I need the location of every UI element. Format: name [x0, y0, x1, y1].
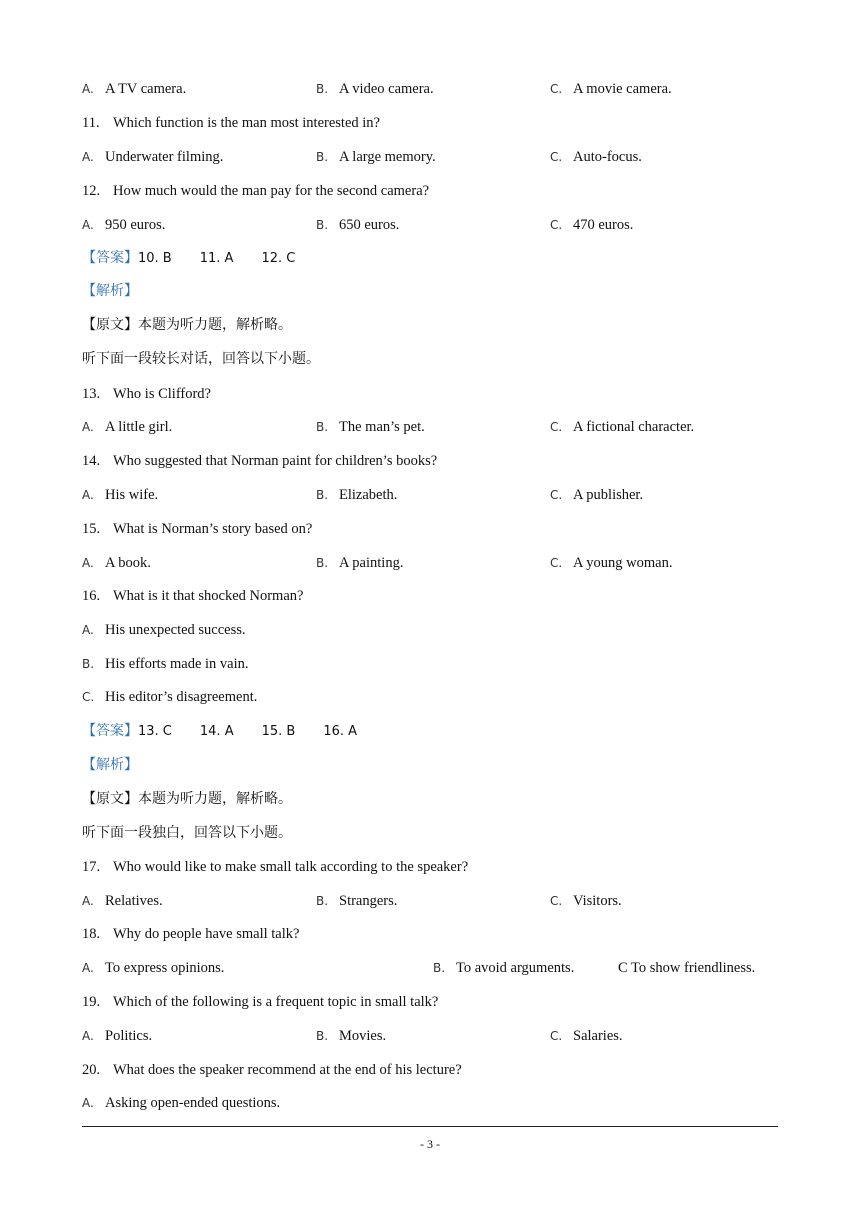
question-number: 12.	[82, 183, 101, 199]
option-text: A movie camera.	[573, 81, 672, 97]
option-text: To express opinions.	[105, 960, 225, 976]
option-text: Movies.	[339, 1028, 387, 1044]
question-number: 20.	[82, 1062, 101, 1078]
option-text: A publisher.	[573, 487, 644, 503]
option	[82, 891, 163, 911]
option-text: 950 euros.	[105, 217, 166, 233]
question-text: What is it that shocked Norman?	[113, 588, 304, 604]
option	[316, 485, 397, 505]
question-number: 18.	[82, 926, 101, 942]
option-text: Asking open-ended questions.	[105, 1095, 281, 1111]
option	[82, 485, 158, 505]
option	[82, 79, 186, 99]
option	[82, 147, 223, 167]
question	[82, 519, 312, 539]
question-number: 16.	[82, 588, 101, 604]
option-text: Underwater filming.	[105, 149, 224, 165]
footer-rule	[82, 1126, 778, 1127]
option-text: Visitors.	[573, 893, 622, 909]
option-text: A little girl.	[105, 419, 173, 435]
option-letter: B.	[316, 894, 329, 908]
option-letter: A.	[82, 420, 94, 434]
option-letter: C.	[550, 488, 563, 502]
option-text: Auto-focus.	[573, 149, 642, 165]
option	[82, 215, 165, 235]
option	[82, 958, 224, 978]
chinese-text: 【原文】本题为听力题，解析略。	[82, 791, 292, 807]
question-text: How much would the man pay for the second camera?	[113, 183, 430, 199]
option-text: His efforts made in vain.	[105, 656, 249, 672]
option-text: Salaries.	[573, 1028, 623, 1044]
option-letter: C.	[82, 690, 95, 704]
option-letter: A.	[82, 1029, 94, 1043]
question	[82, 992, 438, 1012]
option-letter: B.	[316, 556, 329, 570]
option-letter: B.	[316, 488, 329, 502]
answer-line	[82, 721, 385, 742]
question-text: Which of the following is a frequent topic in small talk?	[113, 994, 439, 1010]
option	[550, 147, 642, 167]
option-text: Relatives.	[105, 893, 163, 909]
option-letter: A.	[82, 82, 94, 96]
option	[82, 620, 246, 640]
page-number: - 3 -	[420, 1137, 440, 1151]
answer-value: 13. C	[138, 724, 172, 739]
option-text: A video camera.	[339, 81, 434, 97]
option	[316, 417, 425, 437]
question-text: What does the speaker recommend at the end of his lecture?	[113, 1062, 462, 1078]
option-text: C To show friendliness.	[618, 960, 756, 976]
option	[316, 891, 397, 911]
option	[316, 147, 436, 167]
question-text: Who suggested that Norman paint for children’s books?	[113, 453, 438, 469]
option-text: To avoid arguments.	[456, 960, 575, 976]
option-letter: B.	[316, 150, 329, 164]
option	[316, 553, 403, 573]
option	[550, 79, 672, 99]
option-letter: A.	[82, 556, 94, 570]
option-text: A painting.	[339, 555, 404, 571]
option-letter: B.	[316, 1029, 329, 1043]
question-text: Who is Clifford?	[113, 386, 211, 402]
answer-value: 16. A	[323, 724, 358, 739]
chinese-text: 听下面一段独白，回答以下小题。	[82, 825, 292, 841]
option	[82, 687, 257, 707]
option-text: 650 euros.	[339, 217, 400, 233]
question-number: 14.	[82, 453, 101, 469]
chinese-text: 【原文】本题为听力题，解析略。	[82, 317, 292, 333]
option-letter: C.	[550, 420, 563, 434]
option-text: A young woman.	[573, 555, 673, 571]
analysis-label: 【解析】	[82, 757, 138, 773]
option-text: Strangers.	[339, 893, 398, 909]
option-text: His wife.	[105, 487, 159, 503]
option	[82, 1093, 280, 1113]
option-letter: A.	[82, 218, 94, 232]
question	[82, 181, 429, 201]
answer-value: 15. B	[261, 724, 296, 739]
option	[82, 417, 172, 437]
answer-label: 【答案】	[82, 723, 138, 739]
option-text: A large memory.	[339, 149, 436, 165]
question	[82, 384, 211, 404]
option-letter: B.	[316, 218, 329, 232]
analysis-label: 【解析】	[82, 283, 138, 299]
option-text: His editor’s disagreement.	[105, 689, 258, 705]
option	[316, 79, 434, 99]
option-text: A TV camera.	[105, 81, 187, 97]
answer-label: 【答案】	[82, 250, 138, 266]
option-text: A book.	[105, 555, 151, 571]
option	[550, 891, 622, 911]
option-letter: C.	[550, 894, 563, 908]
chinese-text: 听下面一段较长对话，回答以下小题。	[82, 351, 320, 367]
option-text: His unexpected success.	[105, 622, 246, 638]
question-number: 17.	[82, 859, 101, 875]
option-letter: C.	[550, 218, 563, 232]
option-letter: C.	[550, 150, 563, 164]
option-text: Elizabeth.	[339, 487, 398, 503]
question	[82, 857, 468, 877]
option-letter: A.	[82, 894, 94, 908]
answer-value: 14. A	[199, 724, 234, 739]
option	[550, 485, 643, 505]
option-text: The man’s pet.	[339, 419, 425, 435]
question-number: 11.	[82, 115, 100, 131]
option	[550, 417, 694, 437]
option	[82, 654, 249, 674]
option-letter: A.	[82, 488, 94, 502]
question-number: 19.	[82, 994, 101, 1010]
question	[82, 924, 299, 944]
question-number: 13.	[82, 386, 101, 402]
answer-value: 11. A	[199, 251, 234, 266]
option	[82, 1026, 152, 1046]
option	[433, 958, 574, 978]
question-text: What is Norman’s story based on?	[113, 521, 313, 537]
option-letter: A.	[82, 1096, 94, 1110]
option	[316, 215, 399, 235]
option	[550, 553, 672, 573]
question	[82, 586, 303, 606]
option-letter: C.	[550, 82, 563, 96]
option-letter: B.	[433, 961, 446, 975]
option	[550, 215, 633, 235]
option-letter: A.	[82, 623, 94, 637]
option-letter: C.	[550, 1029, 563, 1043]
answer-line	[82, 248, 323, 269]
option-letter: C.	[550, 556, 563, 570]
option	[550, 1026, 623, 1046]
option-text: 470 euros.	[573, 217, 634, 233]
answer-value: 10. B	[138, 251, 172, 266]
option	[82, 553, 151, 573]
option-letter: B.	[82, 657, 95, 671]
question-text: Which function is the man most interested in?	[113, 115, 380, 131]
option-text: Politics.	[105, 1028, 153, 1044]
question-text: Why do people have small talk?	[113, 926, 300, 942]
question	[82, 1060, 462, 1080]
question-number: 15.	[82, 521, 101, 537]
option-letter: A.	[82, 961, 94, 975]
question	[82, 113, 380, 133]
option-text: A fictional character.	[573, 419, 695, 435]
option-letter: A.	[82, 150, 94, 164]
option	[618, 958, 755, 978]
option	[316, 1026, 386, 1046]
option-letter: B.	[316, 82, 329, 96]
option-letter: B.	[316, 420, 329, 434]
answer-value: 12. C	[261, 251, 296, 266]
question	[82, 451, 437, 471]
question-text: Who would like to make small talk according to the speaker?	[113, 859, 469, 875]
